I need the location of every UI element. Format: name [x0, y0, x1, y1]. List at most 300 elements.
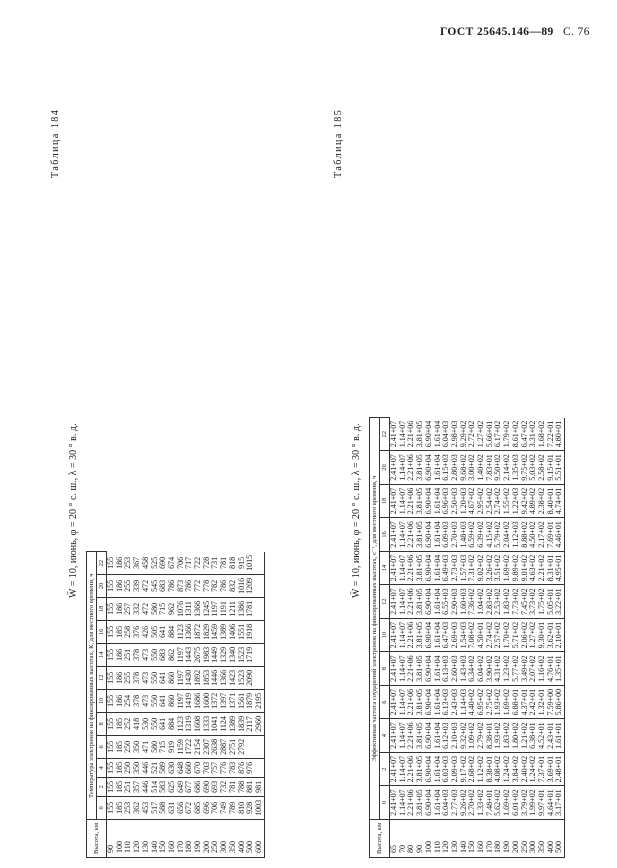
- value-cell: 1430: [185, 666, 194, 689]
- value-cell: 1.69+02: [503, 685, 512, 719]
- value-cell: 2.57+02: [494, 618, 503, 652]
- value-cell: 1523: [238, 666, 247, 689]
- height-cell: 140: [460, 819, 469, 857]
- time-header-cell: 16: [97, 620, 107, 643]
- value-cell: 155: [107, 552, 116, 575]
- value-cell: 1829: [203, 620, 212, 643]
- value-cell: 686: [194, 777, 203, 796]
- value-cell: [255, 735, 264, 758]
- data-table: [86, 551, 265, 858]
- value-cell: 9.68+02: [460, 451, 469, 485]
- value-cell: 2.75+02: [486, 685, 495, 719]
- table-condition: W̄ = 10, июнь, φ = 20 ° с. ш., λ = 30 ° в. д.: [351, 423, 362, 598]
- value-cell: 781: [220, 552, 229, 575]
- value-cell: 2154: [194, 735, 203, 758]
- value-cell: 6.34+02: [468, 652, 477, 686]
- value-cell: [255, 574, 264, 597]
- table-condition: W̄ = 10, июнь, φ = 20 ° с. ш., λ = 30 ° в. д.: [68, 423, 79, 598]
- value-cell: 583: [159, 777, 168, 796]
- value-cell: 1.69+02: [503, 786, 512, 820]
- value-cell: 472: [142, 574, 151, 597]
- value-cell: 2.72+02: [468, 418, 477, 451]
- time-header-cell: 2: [97, 777, 107, 796]
- value-cell: 2.21+06: [407, 618, 416, 652]
- value-cell: 4.15+02: [486, 518, 495, 552]
- value-cell: 9.29+02: [460, 418, 469, 451]
- table-subtitle: Эффективная частота соударений электронов на фиксированных высотах, с⁻¹, для местного времени, ч: [370, 418, 380, 820]
- value-cell: 690: [203, 777, 212, 796]
- value-cell: 1561: [238, 689, 247, 712]
- value-cell: [255, 597, 264, 620]
- value-cell: 1.04+02: [477, 585, 486, 619]
- value-cell: 2.53+02: [494, 585, 503, 619]
- value-cell: 1.61+04: [434, 585, 443, 619]
- time-header-cell: 0: [380, 786, 390, 820]
- value-cell: 786: [168, 574, 177, 597]
- value-cell: 1.21+02: [521, 719, 530, 753]
- height-cell: 80: [407, 819, 416, 857]
- value-cell: 155: [107, 689, 116, 712]
- table-184-block: [50, 68, 350, 868]
- time-header-cell: 16: [380, 518, 390, 552]
- height-header: Высота, км: [87, 819, 107, 857]
- value-cell: 7.59+00: [547, 685, 556, 719]
- time-header-cell: 22: [380, 418, 390, 451]
- value-cell: 1371: [229, 689, 238, 712]
- value-cell: 418: [133, 712, 142, 735]
- value-cell: 783: [229, 758, 238, 777]
- value-cell: 8.61+02: [512, 418, 521, 451]
- value-cell: 1419: [185, 689, 194, 712]
- value-cell: 976: [246, 758, 255, 777]
- value-cell: 919: [168, 735, 177, 758]
- value-cell: 2.41+07: [390, 752, 399, 786]
- value-cell: 1.16+02: [538, 652, 547, 686]
- value-cell: 6.90+04: [425, 752, 434, 786]
- value-cell: 2.40+02: [521, 752, 530, 786]
- value-cell: 1.14+07: [399, 752, 408, 786]
- value-cell: 3.73+02: [529, 585, 538, 619]
- value-cell: 881: [246, 777, 255, 796]
- value-cell: 860: [168, 689, 177, 712]
- value-cell: 1.93+02: [494, 719, 503, 753]
- table-subtitle: Температура электронов на фиксированных высотах, К, для местного времени, ч: [87, 552, 97, 820]
- value-cell: 1.14+07: [399, 518, 408, 552]
- value-cell: 1.61+04: [434, 652, 443, 686]
- value-cell: 6.90+04: [425, 551, 434, 585]
- value-cell: 4.76+01: [547, 652, 556, 686]
- value-cell: 2.70+03: [451, 518, 460, 552]
- value-cell: 378: [133, 643, 142, 666]
- value-cell: 786: [185, 574, 194, 597]
- value-cell: [255, 758, 264, 777]
- value-cell: 6.04+03: [442, 418, 451, 451]
- value-cell: 703: [203, 758, 212, 777]
- value-cell: 580: [151, 735, 160, 758]
- value-cell: 252: [124, 712, 133, 735]
- value-cell: 251: [124, 777, 133, 796]
- value-cell: 706: [211, 796, 220, 819]
- value-cell: 2675: [194, 643, 203, 666]
- value-cell: 6.90+04: [425, 618, 434, 652]
- height-cell: 350: [538, 819, 547, 857]
- value-cell: 1600: [203, 689, 212, 712]
- value-cell: 2.41+07: [390, 518, 399, 552]
- value-cell: 3.81+05: [416, 585, 425, 619]
- value-cell: 505: [151, 620, 160, 643]
- value-cell: 9.75+02: [521, 451, 530, 485]
- value-cell: 5.51+01: [555, 451, 564, 485]
- time-header-cell: 18: [380, 484, 390, 518]
- value-cell: 3.81+05: [416, 752, 425, 786]
- value-cell: 2.41+07: [390, 786, 399, 820]
- value-cell: 1209: [246, 574, 255, 597]
- value-cell: 2090: [246, 666, 255, 689]
- value-cell: 1.27+02: [529, 618, 538, 652]
- height-cell: 200: [512, 819, 521, 857]
- table-caption: Таблица 184: [50, 108, 61, 178]
- value-cell: 2.74+02: [494, 484, 503, 518]
- value-cell: 1722: [185, 735, 194, 758]
- value-cell: 1015: [246, 552, 255, 575]
- height-cell: 300: [220, 819, 229, 857]
- value-cell: 3.81+05: [416, 719, 425, 753]
- value-cell: 789: [229, 796, 238, 819]
- value-cell: 362: [133, 796, 142, 819]
- value-cell: 786: [220, 574, 229, 597]
- value-cell: 4.40+02: [468, 685, 477, 719]
- time-header-cell: 6: [97, 735, 107, 758]
- height-cell: 90: [107, 819, 116, 857]
- value-cell: 1041: [211, 712, 220, 735]
- value-cell: 2.41+07: [390, 418, 399, 451]
- value-cell: 873: [177, 574, 186, 597]
- value-cell: 2.41+07: [390, 585, 399, 619]
- value-cell: 473: [142, 643, 151, 666]
- value-cell: 818: [229, 552, 238, 575]
- value-cell: 1.61+04: [434, 719, 443, 753]
- value-cell: 2.43+01: [547, 719, 556, 753]
- height-cell: 65: [390, 819, 399, 857]
- value-cell: 3.81+05: [416, 484, 425, 518]
- table-row: [255, 552, 264, 858]
- value-cell: 1372: [211, 689, 220, 712]
- value-cell: 9.97+01: [538, 786, 547, 820]
- height-cell: 110: [434, 819, 443, 857]
- height-cell: 180: [185, 819, 194, 857]
- height-cell: 130: [142, 819, 151, 857]
- value-cell: 1124: [220, 712, 229, 735]
- value-cell: 2.68+02: [468, 752, 477, 786]
- value-cell: 155: [107, 574, 116, 597]
- value-cell: 656: [177, 796, 186, 819]
- value-cell: 631: [168, 796, 177, 819]
- time-header-cell: 18: [97, 597, 107, 620]
- value-cell: 1.83+02: [503, 719, 512, 753]
- value-cell: 2.58+02: [538, 451, 547, 485]
- value-cell: 2.21+06: [407, 551, 416, 585]
- value-cell: 185: [116, 620, 125, 643]
- value-cell: 722: [194, 552, 203, 575]
- value-cell: 6.90+04: [425, 652, 434, 686]
- value-cell: 778: [203, 574, 212, 597]
- value-cell: 2.41+07: [390, 551, 399, 585]
- value-cell: 2.41+07: [390, 719, 399, 753]
- value-cell: 1159: [177, 735, 186, 758]
- value-cell: 2.21+06: [407, 418, 416, 451]
- value-cell: 1319: [185, 712, 194, 735]
- value-cell: 2.73+03: [451, 551, 460, 585]
- value-cell: 7.45+02: [521, 585, 530, 619]
- value-cell: 2.10+03: [451, 719, 460, 753]
- value-cell: 2.74+02: [486, 618, 495, 652]
- value-cell: 550: [151, 643, 160, 666]
- value-cell: 9.15+01: [547, 451, 556, 485]
- value-cell: 1449: [211, 643, 220, 666]
- value-cell: 677: [185, 777, 194, 796]
- value-cell: 186: [116, 689, 125, 712]
- value-cell: 186: [116, 643, 125, 666]
- value-cell: 1197: [177, 666, 186, 689]
- time-header-row: [97, 552, 107, 858]
- value-cell: 1389: [229, 712, 238, 735]
- value-cell: 884: [168, 712, 177, 735]
- value-cell: 2.54+02: [486, 484, 495, 518]
- value-cell: 378: [133, 666, 142, 689]
- value-cell: 7.69+01: [547, 518, 556, 552]
- value-cell: 550: [151, 689, 160, 712]
- value-cell: [255, 666, 264, 689]
- value-cell: 1.14+07: [399, 719, 408, 753]
- data-table: [369, 417, 565, 858]
- value-cell: 350: [133, 735, 142, 758]
- value-cell: 1.48+03: [460, 518, 469, 552]
- value-cell: 1.14+07: [399, 786, 408, 820]
- height-cell: 160: [168, 819, 177, 857]
- value-cell: 9.26+02: [460, 786, 469, 820]
- value-cell: 6.13+03: [442, 685, 451, 719]
- height-cell: 110: [124, 819, 133, 857]
- value-cell: 1.79+02: [503, 418, 512, 451]
- value-cell: 5.05+01: [547, 585, 556, 619]
- height-cell: 70: [399, 819, 408, 857]
- value-cell: 6.90+04: [425, 719, 434, 753]
- value-cell: 641: [159, 620, 168, 643]
- value-cell: 6.96+03: [442, 484, 451, 518]
- value-cell: 458: [142, 552, 151, 575]
- value-cell: 6.01+02: [512, 786, 521, 820]
- value-cell: 3.69+01: [547, 752, 556, 786]
- value-cell: 1.93+02: [494, 685, 503, 719]
- value-cell: 3.79+02: [521, 786, 530, 820]
- height-cell: 180: [494, 819, 503, 857]
- value-cell: 332: [133, 597, 142, 620]
- value-cell: 4.63+02: [529, 551, 538, 585]
- page-number: С. 76: [562, 26, 590, 38]
- value-cell: 186: [116, 574, 125, 597]
- value-cell: 550: [151, 666, 160, 689]
- value-cell: 357: [133, 777, 142, 796]
- height-cell: 150: [159, 819, 168, 857]
- value-cell: 928: [246, 796, 255, 819]
- value-cell: 690: [159, 552, 168, 575]
- value-cell: 1.61+01: [555, 719, 564, 753]
- value-cell: 1686: [194, 689, 203, 712]
- value-cell: 5.79+02: [494, 518, 503, 552]
- value-cell: 255: [124, 666, 133, 689]
- value-cell: 4.31+02: [494, 652, 503, 686]
- value-cell: 2.42+01: [529, 685, 538, 719]
- value-cell: 1.09+02: [468, 719, 477, 753]
- value-cell: 2887: [220, 735, 229, 758]
- value-cell: 3.00+02: [468, 451, 477, 485]
- value-cell: 810: [238, 796, 247, 819]
- value-cell: 155: [107, 597, 116, 620]
- value-cell: 1406: [229, 620, 238, 643]
- value-cell: 7.22+01: [547, 418, 556, 451]
- value-cell: 1.61+04: [434, 685, 443, 719]
- value-cell: 1443: [185, 643, 194, 666]
- value-cell: 1123: [177, 620, 186, 643]
- value-cell: 1.14+07: [399, 451, 408, 485]
- value-cell: 1.70+02: [503, 618, 512, 652]
- height-cell: 250: [211, 819, 220, 857]
- value-cell: 1245: [203, 597, 212, 620]
- value-cell: 6.90+04: [425, 786, 434, 820]
- value-cell: 1.14+07: [399, 685, 408, 719]
- value-cell: 641: [159, 712, 168, 735]
- value-cell: 155: [107, 777, 116, 796]
- value-cell: 1.61+04: [434, 752, 443, 786]
- value-cell: 155: [107, 666, 116, 689]
- height-cell: 170: [486, 819, 495, 857]
- value-cell: 339: [133, 574, 142, 597]
- value-cell: 1.14+07: [399, 418, 408, 451]
- value-cell: 1.23+02: [503, 652, 512, 686]
- value-cell: 1.12+02: [477, 752, 486, 786]
- value-cell: 473: [142, 689, 151, 712]
- value-cell: 1446: [211, 666, 220, 689]
- value-cell: 1366: [194, 597, 203, 620]
- value-cell: 2.07+02: [529, 652, 538, 686]
- time-header-cell: 0: [97, 796, 107, 819]
- value-cell: 1892: [194, 666, 203, 689]
- height-cell: 160: [477, 819, 486, 857]
- value-cell: 6.90+04: [425, 518, 434, 552]
- height-cell: 150: [468, 819, 477, 857]
- value-cell: 7.83+01: [486, 451, 495, 485]
- value-cell: 2.38+02: [538, 484, 547, 518]
- value-cell: 9.02+02: [477, 551, 486, 585]
- height-cell: 190: [503, 819, 512, 857]
- value-cell: 155: [107, 735, 116, 758]
- value-cell: 731: [211, 552, 220, 575]
- value-cell: 683: [159, 574, 168, 597]
- value-cell: 3.81+05: [416, 518, 425, 552]
- value-cell: 1.80+02: [512, 719, 521, 753]
- value-cell: 1211: [229, 597, 238, 620]
- value-cell: 685: [194, 796, 203, 819]
- value-cell: 1.61+04: [434, 451, 443, 485]
- value-cell: 1.14+07: [399, 484, 408, 518]
- value-cell: 2195: [255, 689, 264, 712]
- value-cell: 1.61+04: [434, 484, 443, 518]
- value-cell: 155: [107, 796, 116, 819]
- value-cell: 7.08+02: [468, 618, 477, 652]
- value-cell: 2.04+02: [503, 518, 512, 552]
- value-cell: 185: [116, 735, 125, 758]
- value-cell: 3.22+01: [555, 585, 564, 619]
- value-cell: 1853: [203, 666, 212, 689]
- value-cell: 530: [142, 712, 151, 735]
- value-cell: 2307: [203, 735, 212, 758]
- time-header-cell: 12: [97, 666, 107, 689]
- height-cell: 600: [255, 819, 264, 857]
- value-cell: 471: [142, 735, 151, 758]
- value-cell: 6.95+02: [477, 685, 486, 719]
- value-cell: 1.61+04: [434, 618, 443, 652]
- value-cell: 7.31+02: [468, 551, 477, 585]
- value-cell: 757: [211, 758, 220, 777]
- value-cell: 717: [185, 552, 194, 575]
- time-header-cell: 12: [380, 585, 390, 619]
- height-cell: 250: [521, 819, 530, 857]
- value-cell: 2.21+06: [407, 585, 416, 619]
- value-cell: 2.50+03: [451, 484, 460, 518]
- value-cell: 1.32+01: [538, 685, 547, 719]
- time-header-cell: 4: [380, 719, 390, 753]
- value-cell: 4.95+01: [555, 551, 564, 585]
- value-cell: [255, 643, 264, 666]
- value-cell: 7.37+01: [538, 752, 547, 786]
- value-cell: 9.32+02: [460, 719, 469, 753]
- value-cell: [255, 552, 264, 575]
- value-cell: 1076: [177, 597, 186, 620]
- value-cell: 9.17+02: [460, 752, 469, 786]
- value-cell: 3.81+05: [416, 652, 425, 686]
- value-cell: 3.81+05: [416, 618, 425, 652]
- value-cell: 2.41+07: [390, 685, 399, 719]
- value-cell: 776: [220, 758, 229, 777]
- value-cell: 253: [124, 552, 133, 575]
- value-cell: 2.79+02: [477, 719, 486, 753]
- value-cell: 1191: [220, 597, 229, 620]
- value-cell: 9.30+01: [538, 618, 547, 652]
- value-cell: 2.10+01: [555, 618, 564, 652]
- value-cell: 2.60+03: [451, 652, 460, 686]
- table-body: [107, 552, 265, 858]
- value-cell: 3.17+01: [555, 786, 564, 820]
- value-cell: 2.21+06: [407, 685, 416, 719]
- value-cell: 3.90+02: [486, 652, 495, 686]
- value-cell: 2.69+03: [451, 618, 460, 652]
- value-cell: 1.27+02: [477, 418, 486, 451]
- value-cell: 1918: [246, 620, 255, 643]
- value-cell: 672: [185, 796, 194, 819]
- page-header: [440, 26, 590, 38]
- time-header-cell: 8: [380, 652, 390, 686]
- value-cell: 1.24+02: [503, 752, 512, 786]
- value-cell: 2.41+07: [390, 618, 399, 652]
- value-cell: 453: [142, 796, 151, 819]
- table-185-block: [333, 68, 617, 868]
- value-cell: 715: [159, 735, 168, 758]
- value-cell: 4.80+01: [555, 418, 564, 451]
- value-cell: 155: [107, 712, 116, 735]
- value-cell: 7.36+02: [468, 585, 477, 619]
- standard-number: ГОСТ 25645.146—89: [440, 26, 554, 38]
- value-cell: 649: [177, 777, 186, 796]
